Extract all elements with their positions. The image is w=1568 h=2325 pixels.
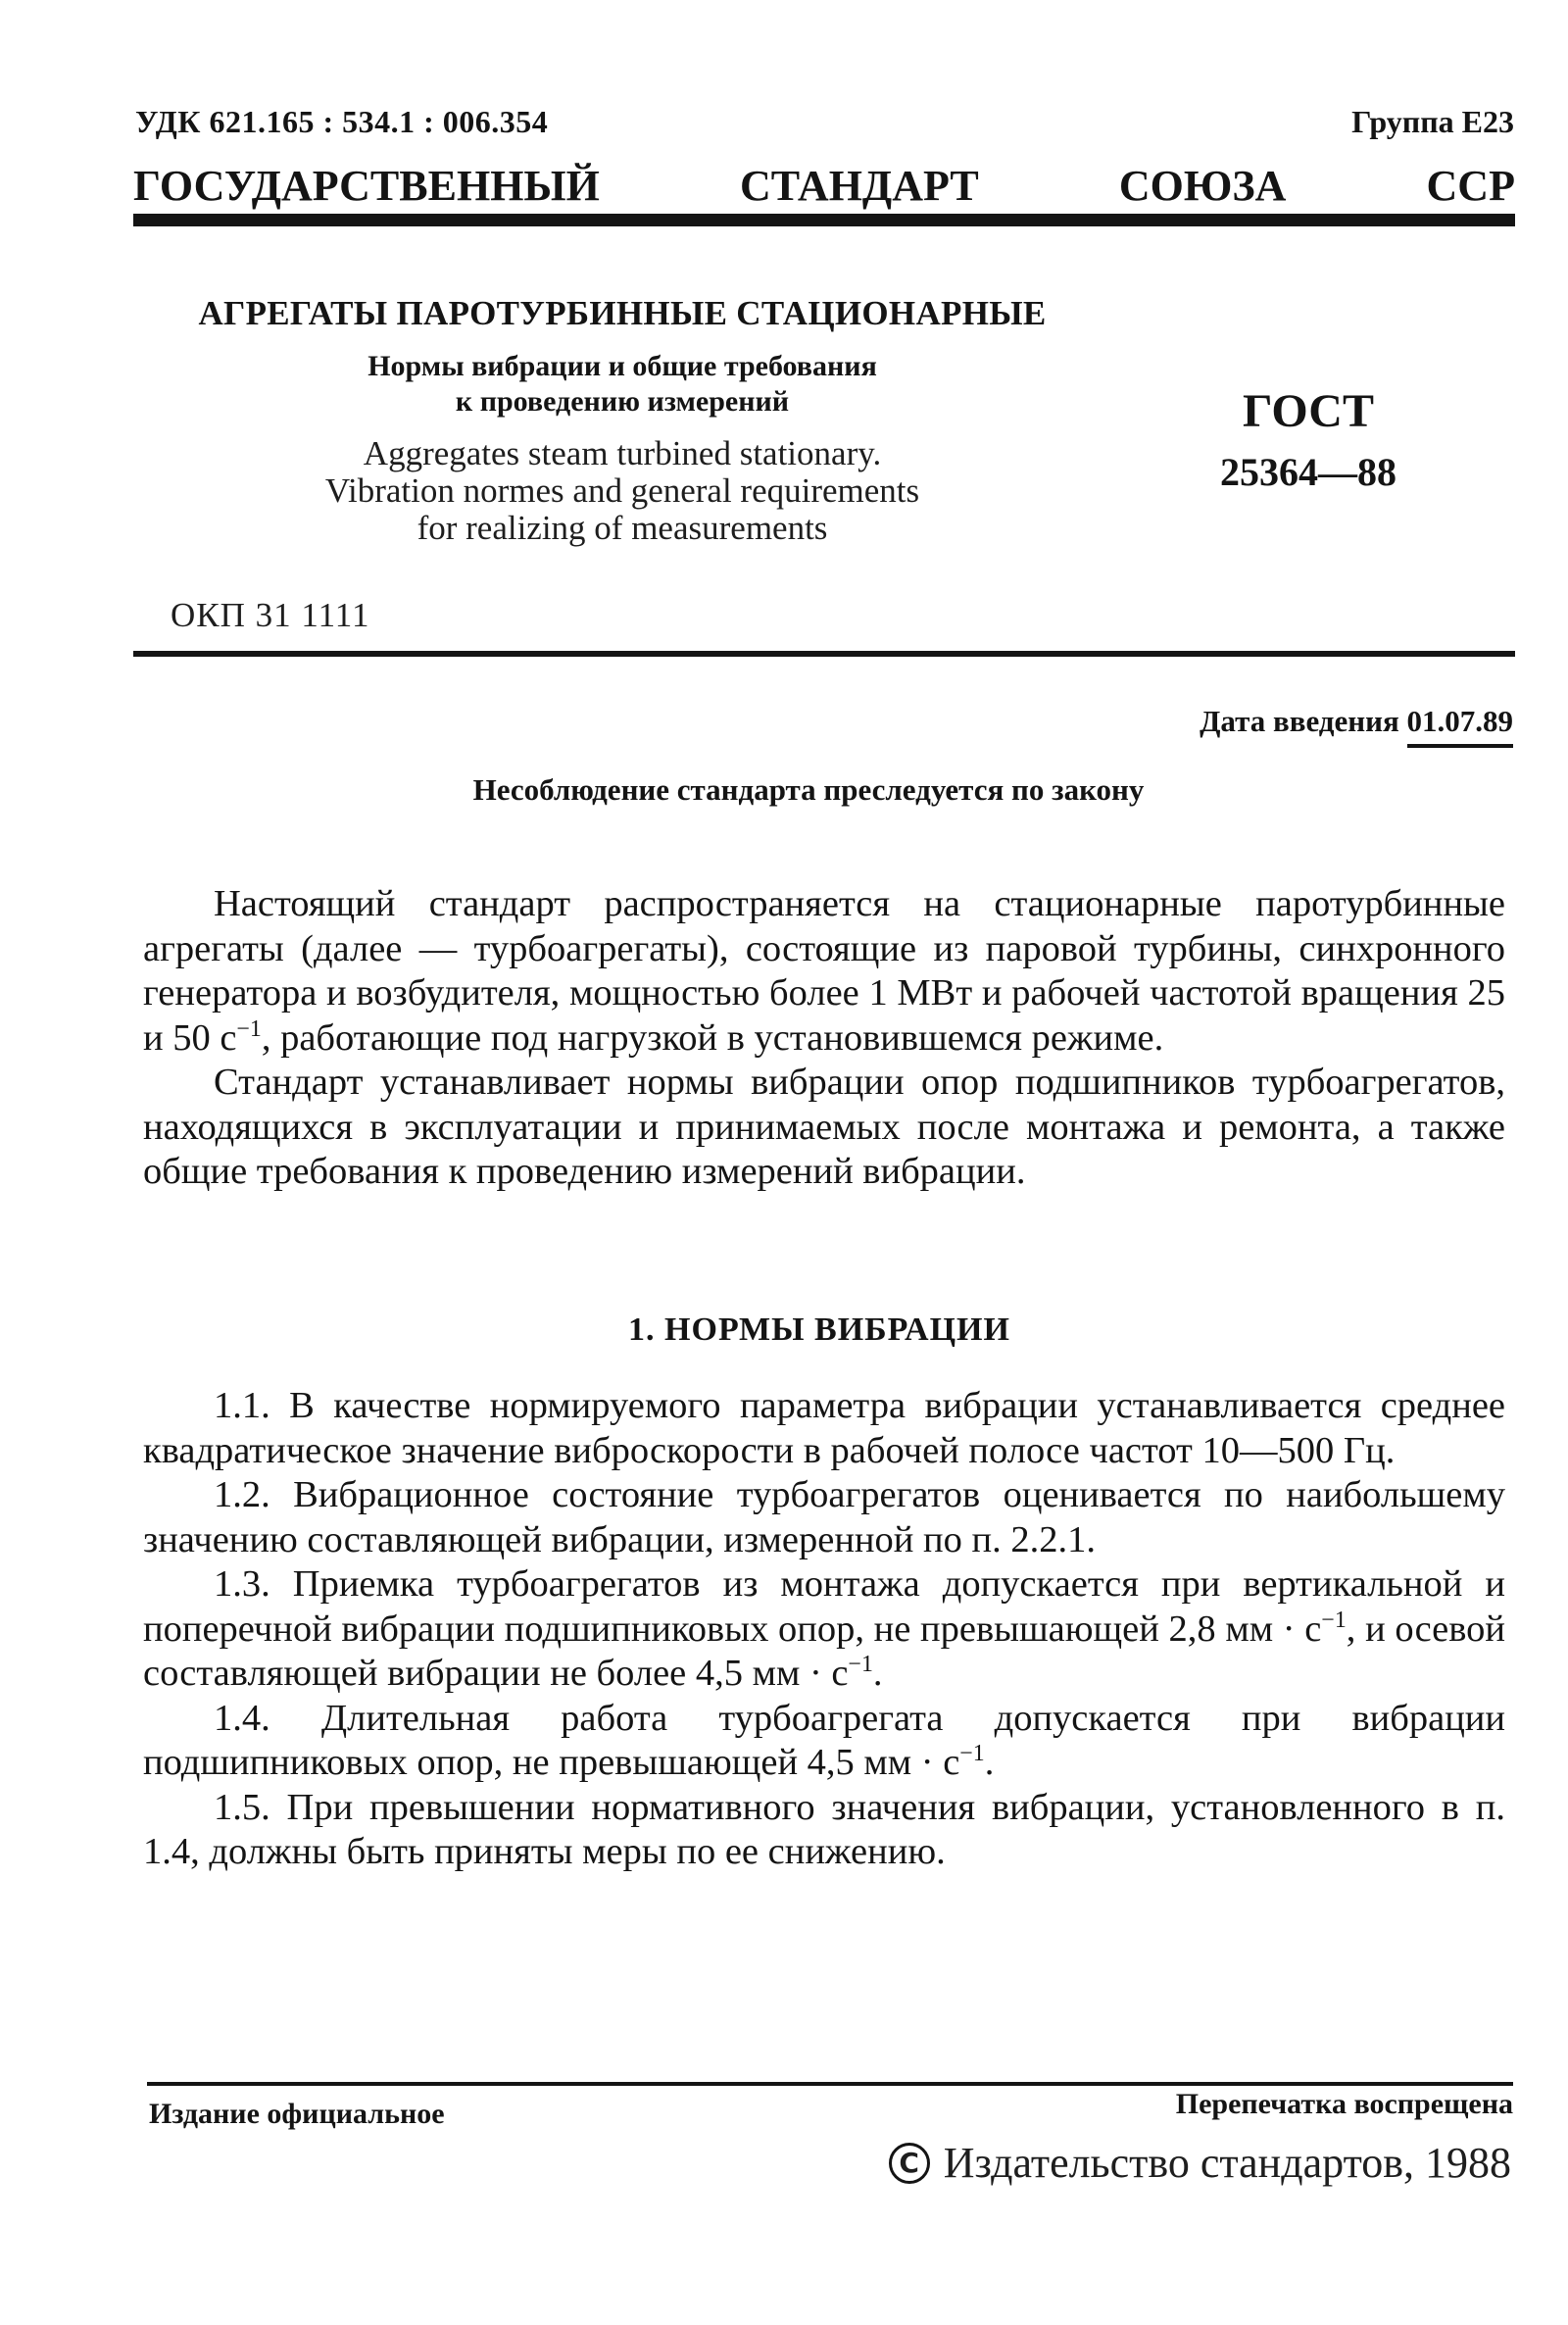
footer-rule (147, 2082, 1513, 2086)
gost-number: 25364—88 (1220, 450, 1396, 494)
header-rule (133, 214, 1515, 226)
okp-code: ОКП 31 1111 (171, 596, 370, 634)
introduction-date (1200, 704, 1513, 739)
reprint-prohibited-note: Перепечатка воспрещена (1175, 2088, 1513, 2120)
publisher-name: Издательство стандартов, 1988 (943, 2139, 1511, 2187)
date-value: 01.07.89 (1407, 704, 1514, 748)
clause-1-4: 1.4. Длительная работа турбоагрегата допускается при вибрации подшипниковых опор, не превышающей 4,5 мм · $с^{-1}$. (143, 1697, 1505, 1783)
title-block-rule (133, 651, 1515, 657)
document-title: АГРЕГАТЫ ПАРОТУРБИННЫЕ СТАЦИОНАРНЫЕ (198, 294, 1047, 332)
scope-text (143, 882, 1505, 1195)
subtitle-line-2: к проведению измерений (455, 385, 790, 418)
document-subtitle (118, 349, 1127, 420)
section-1-heading: 1. НОРМЫ ВИБРАЦИИ (628, 1311, 1010, 1348)
english-title (118, 435, 1127, 547)
copyright-icon: C (889, 2143, 930, 2184)
official-edition-note: Издание официальное (149, 2098, 445, 2130)
english-title-line-2: Vibration normes and general requirements (324, 471, 920, 510)
clause-1-3: 1.3. Приемка турбоагрегатов из монтажа допускается при вертикальной и поперечной вибрации подшипниковых опор, не превышающей 2,8 мм · $с^{-1}$, и осевой составляющей вибрации не более 4,5 мм · $с^{-1}$. (143, 1563, 1506, 1694)
group-code: Группа Е23 (1351, 104, 1514, 139)
heading-word-1: ГОСУДАРСТВЕННЫЙ (133, 162, 600, 210)
law-notice: Несоблюдение стандарта преследуется по закону (472, 772, 1145, 807)
gost-label: ГОСТ (1243, 385, 1374, 437)
publisher-line (889, 2138, 1511, 2188)
clause-1-1: 1.1. В качестве нормируемого параметра вибрации устанавливается среднее квадратическое значение виброскорости в рабочей полосе частот 10—500 Гц. (143, 1385, 1505, 1471)
udk-code: УДК 621.165 : 534.1 : 006.354 (135, 104, 549, 139)
heading-word-2: СТАНДАРТ (739, 162, 979, 210)
section-1-text (143, 1384, 1505, 1875)
state-standard-heading (133, 161, 1515, 211)
subtitle-line-1: Нормы вибрации и общие требования (368, 350, 877, 382)
heading-word-4: ССР (1426, 162, 1515, 210)
scope-paragraph-1: Настоящий стандарт распространяется на стационарные паротурбинные агрегаты (далее — турбоагрегаты), состоящие из паровой турбины, синхронного генератора и возбудителя, мощностью более 1 МВт и рабочей частотой вращения 25 и 50 $с^{-1}$, работающие под нагрузкой в установившемся режиме. (143, 883, 1505, 1059)
date-label: Дата введения (1200, 704, 1399, 738)
english-title-line-1: Aggregates steam turbined stationary. (363, 434, 882, 472)
scope-paragraph-2: Стандарт устанавливает нормы вибрации опор подшипников турбоагрегатов, находящихся в эксплуатации и принимаемых после монтажа и ремонта, а также общие требования к проведению измерений вибрации. (143, 1062, 1505, 1192)
english-title-line-3: for realizing of measurements (416, 509, 828, 547)
clause-1-5: 1.5. При превышении нормативного значения вибрации, установленного в п. 1.4, должны быть приняты меры по ее снижению. (143, 1786, 1505, 1872)
heading-word-3: СОЮЗА (1118, 162, 1287, 210)
clause-1-2: 1.2. Вибрационное состояние турбоагрегатов оценивается по наибольшему значению составляющей вибрации, измеренной по п. 2.2.1. (143, 1474, 1505, 1560)
